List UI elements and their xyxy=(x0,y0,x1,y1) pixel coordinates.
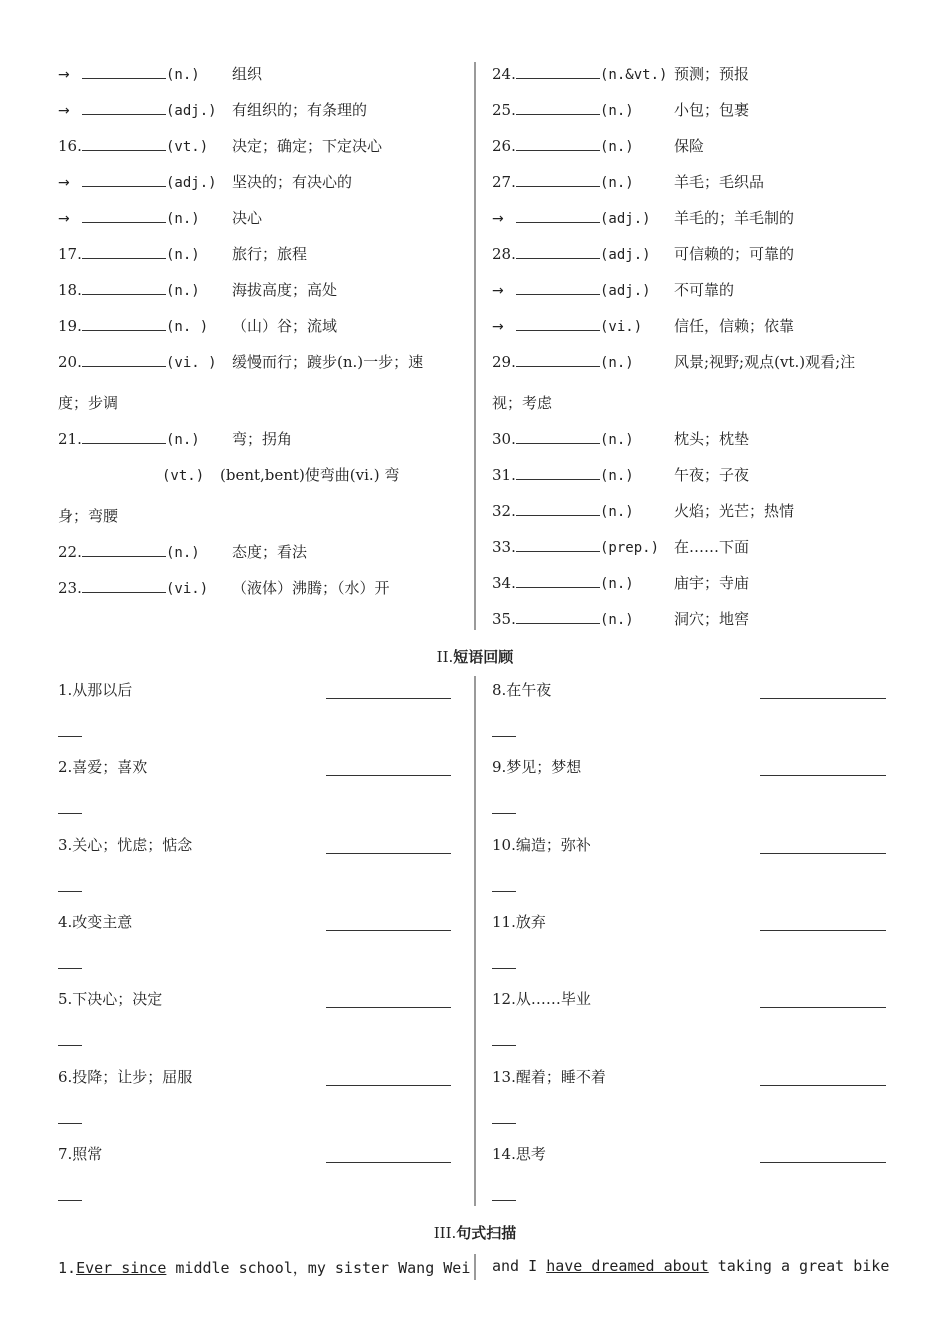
vocab-part-of-speech: (n.) xyxy=(600,139,634,155)
vocab-answer-blank[interactable] xyxy=(82,63,166,79)
vocab-meaning: 小包；包裹 xyxy=(674,101,750,119)
vocab-number: 22. xyxy=(58,543,82,561)
vocab-meaning: 可信赖的；可靠的 xyxy=(674,245,795,263)
vocab-part-of-speech: (n.) xyxy=(166,432,200,448)
vocab-number: 26. xyxy=(492,137,516,155)
vocab-part-of-speech: (vt.) xyxy=(162,468,205,484)
vocab-answer-blank[interactable] xyxy=(516,351,600,367)
phrase-answer-blank[interactable] xyxy=(760,1006,886,1008)
vocab-answer-blank[interactable] xyxy=(516,608,600,624)
phrase-answer-blank-continuation[interactable] xyxy=(492,1199,516,1201)
vocab-row xyxy=(492,572,749,594)
vocab-number: 30. xyxy=(492,430,516,448)
vocab-part-of-speech: (n. ) xyxy=(166,319,209,335)
phrase-prompt: 1.从那以后 xyxy=(58,681,133,699)
vocab-meaning: 羊毛的；羊毛制的 xyxy=(674,209,795,227)
vocab-meaning: 风景;视野;观点(vt.)观看;注 xyxy=(674,353,856,371)
vocab-row xyxy=(492,171,764,193)
vocab-row xyxy=(162,464,399,486)
vocab-meaning: 不可靠的 xyxy=(674,281,735,299)
vocab-row xyxy=(492,608,749,630)
vocab-number: 28. xyxy=(492,245,516,263)
vocab-meaning: 坚决的；有决心的 xyxy=(232,173,353,191)
phrase-prompt: 11.放弃 xyxy=(492,912,546,931)
vocab-number: 27. xyxy=(492,173,516,191)
vocab-meaning: 洞穴；地窖 xyxy=(674,610,750,628)
phrase-answer-blank[interactable] xyxy=(326,1161,451,1163)
vocab-answer-blank[interactable] xyxy=(82,279,166,295)
vocab-row xyxy=(58,541,307,563)
phrase-answer-blank[interactable] xyxy=(760,774,886,776)
vocab-meaning: （山）谷；流域 xyxy=(232,317,338,335)
vocab-part-of-speech: (vi.) xyxy=(600,319,643,335)
vocab-row xyxy=(492,392,552,414)
vocab-meaning: 身；弯腰 xyxy=(58,507,119,525)
vocab-answer-blank[interactable] xyxy=(82,577,166,593)
vocab-row xyxy=(492,207,794,229)
vocab-answer-blank[interactable] xyxy=(82,99,166,115)
phrase-answer-blank-continuation[interactable] xyxy=(492,735,516,737)
vocab-part-of-speech: (prep.) xyxy=(600,540,660,556)
phrase-answer-blank-continuation[interactable] xyxy=(492,1122,516,1124)
phrase-prompt: 9.梦见；梦想 xyxy=(492,758,582,777)
phrase-prompt: 14.思考 xyxy=(492,1144,546,1163)
vocab-part-of-speech: (n.) xyxy=(166,283,200,299)
vocab-answer-blank[interactable] xyxy=(516,63,600,79)
column-divider-top xyxy=(474,62,476,630)
vocab-meaning: (bent,bent)使弯曲(vi.) 弯 xyxy=(220,466,400,484)
vocab-part-of-speech: (adj.) xyxy=(166,175,217,191)
vocab-meaning: 预测；预报 xyxy=(674,65,750,83)
arrow-icon: → xyxy=(58,175,70,191)
vocab-row xyxy=(58,392,118,414)
vocab-answer-blank[interactable] xyxy=(82,207,166,223)
arrow-icon: → xyxy=(492,319,504,335)
vocab-meaning: 组织 xyxy=(232,65,263,83)
vocab-row xyxy=(58,279,337,301)
phrase-prompt: 10.编造；弥补 xyxy=(492,835,591,854)
vocab-number: 24. xyxy=(492,65,516,83)
vocab-meaning: 旅行；旅程 xyxy=(232,245,308,263)
vocab-answer-blank[interactable] xyxy=(516,135,600,151)
vocab-part-of-speech: (adj.) xyxy=(166,103,217,119)
vocab-number: 31. xyxy=(492,466,516,484)
vocab-number: 16. xyxy=(58,137,82,155)
vocab-answer-blank[interactable] xyxy=(82,351,166,367)
vocab-row xyxy=(492,315,794,337)
vocab-part-of-speech: (vt.) xyxy=(166,139,209,155)
column-divider-bottom xyxy=(474,1254,476,1280)
vocab-answer-blank[interactable] xyxy=(516,279,600,295)
vocab-row xyxy=(58,577,390,599)
vocab-meaning: 决定；确定；下定决心 xyxy=(232,137,383,155)
vocab-part-of-speech: (n.) xyxy=(600,103,634,119)
vocab-row xyxy=(58,505,118,527)
vocab-meaning: 火焰；光芒；热情 xyxy=(674,502,795,520)
sentence-left-part: 1.Ever since middle school，my sister Wang Wei xyxy=(58,1259,471,1277)
phrase-answer-blank-continuation[interactable] xyxy=(492,1044,516,1046)
phrase-answer-blank-continuation[interactable] xyxy=(58,1122,82,1124)
vocab-row xyxy=(58,63,262,85)
vocab-meaning: 弯；拐角 xyxy=(232,430,293,448)
vocab-part-of-speech: (vi.) xyxy=(166,581,209,597)
phrase-answer-blank[interactable] xyxy=(326,929,451,931)
vocab-part-of-speech: (vi. ) xyxy=(166,355,217,371)
phrase-answer-blank[interactable] xyxy=(760,1084,886,1086)
phrase-answer-blank-continuation[interactable] xyxy=(492,812,516,814)
phrase-answer-blank-continuation[interactable] xyxy=(58,890,82,892)
vocab-part-of-speech: (n.) xyxy=(166,545,200,561)
phrase-answer-blank-continuation[interactable] xyxy=(58,735,82,737)
vocab-number: 23. xyxy=(58,579,82,597)
vocab-number: 33. xyxy=(492,538,516,556)
vocab-answer-blank[interactable] xyxy=(82,315,166,331)
vocab-meaning: 信任，信赖；依靠 xyxy=(674,317,795,335)
vocab-meaning: 枕头；枕垫 xyxy=(674,430,750,448)
vocab-meaning: 视；考虑 xyxy=(492,394,553,412)
vocab-meaning: 态度；看法 xyxy=(232,543,308,561)
vocab-number: 21. xyxy=(58,430,82,448)
vocab-answer-blank[interactable] xyxy=(516,464,600,480)
vocab-part-of-speech: (n.) xyxy=(600,576,634,592)
phrase-prompt: 5.下决心；决定 xyxy=(58,990,163,1009)
vocab-answer-blank[interactable] xyxy=(516,99,600,115)
vocab-answer-blank[interactable] xyxy=(516,243,600,259)
vocab-row xyxy=(58,135,382,157)
vocab-row xyxy=(58,99,367,121)
section-heading-sentences: III.句式扫描 xyxy=(433,1224,517,1242)
vocab-row xyxy=(58,428,292,450)
vocab-number: 18. xyxy=(58,281,82,299)
vocab-row xyxy=(492,243,794,265)
phrase-prompt: 7.照常 xyxy=(58,1144,103,1163)
vocab-number: 34. xyxy=(492,574,516,592)
vocab-meaning: 在……下面 xyxy=(674,538,750,556)
vocab-number: 29. xyxy=(492,353,516,371)
vocab-meaning: 羊毛；毛织品 xyxy=(674,173,765,191)
vocab-part-of-speech: (adj.) xyxy=(600,247,651,263)
vocab-meaning: 决心 xyxy=(232,209,263,227)
phrase-prompt: 13.醒着；睡不着 xyxy=(492,1067,606,1086)
arrow-icon: → xyxy=(58,211,70,227)
vocab-part-of-speech: (n.) xyxy=(600,612,634,628)
sentence-right-part: and I have dreamed about taking a great bike xyxy=(492,1257,890,1275)
phrase-answer-blank[interactable] xyxy=(326,1006,451,1008)
vocab-meaning: 庙宇；寺庙 xyxy=(674,574,750,592)
vocab-answer-blank[interactable] xyxy=(516,428,600,444)
vocab-row xyxy=(492,279,734,301)
phrase-answer-blank-continuation[interactable] xyxy=(58,1044,82,1046)
vocab-number: 17. xyxy=(58,245,82,263)
phrase-answer-blank[interactable] xyxy=(326,1084,451,1086)
vocab-row xyxy=(492,63,749,85)
vocab-part-of-speech: (n.) xyxy=(166,211,200,227)
phrase-answer-blank[interactable] xyxy=(760,697,886,699)
vocab-answer-blank[interactable] xyxy=(516,171,600,187)
vocab-number: 35. xyxy=(492,610,516,628)
vocab-answer-blank[interactable] xyxy=(82,428,166,444)
phrase-answer-blank-continuation[interactable] xyxy=(492,890,516,892)
vocab-meaning: 海拔高度；高处 xyxy=(232,281,338,299)
vocab-answer-blank[interactable] xyxy=(516,536,600,552)
vocab-part-of-speech: (adj.) xyxy=(600,283,651,299)
arrow-icon: → xyxy=(492,283,504,299)
vocab-row xyxy=(492,99,749,121)
phrase-prompt: 4.改变主意 xyxy=(58,912,133,931)
vocab-part-of-speech: (n.) xyxy=(600,355,634,371)
vocab-number: 32. xyxy=(492,502,516,520)
vocab-number: 25. xyxy=(492,101,516,119)
vocab-part-of-speech: (n.) xyxy=(600,504,634,520)
vocab-part-of-speech: (n.) xyxy=(166,67,200,83)
vocab-meaning: 度；步调 xyxy=(58,394,119,412)
phrase-answer-blank[interactable] xyxy=(326,774,451,776)
vocab-meaning: 保险 xyxy=(674,137,705,155)
phrase-answer-blank[interactable] xyxy=(760,852,886,854)
vocab-row xyxy=(58,171,352,193)
vocab-part-of-speech: (n.) xyxy=(600,175,634,191)
column-divider-middle xyxy=(474,676,476,1206)
vocab-part-of-speech: (n.) xyxy=(600,432,634,448)
vocab-answer-blank[interactable] xyxy=(82,243,166,259)
arrow-icon: → xyxy=(58,103,70,119)
vocab-number: 19. xyxy=(58,317,82,335)
vocab-meaning: 有组织的；有条理的 xyxy=(232,101,368,119)
vocab-row xyxy=(492,500,794,522)
vocab-part-of-speech: (n.&vt.) xyxy=(600,67,668,83)
arrow-icon: → xyxy=(492,211,504,227)
vocab-answer-blank[interactable] xyxy=(516,500,600,516)
vocab-answer-blank[interactable] xyxy=(516,572,600,588)
vocab-row xyxy=(58,315,337,337)
phrase-answer-blank-continuation[interactable] xyxy=(492,967,516,969)
arrow-icon: → xyxy=(58,67,70,83)
vocab-row xyxy=(58,207,262,229)
vocab-answer-blank[interactable] xyxy=(82,541,166,557)
vocab-part-of-speech: (n.) xyxy=(166,247,200,263)
vocab-row xyxy=(58,243,307,265)
phrase-prompt: 3.关心；忧虑；惦念 xyxy=(58,835,193,854)
phrase-prompt: 8.在午夜 xyxy=(492,681,552,699)
vocab-answer-blank[interactable] xyxy=(82,171,166,187)
vocab-row xyxy=(58,351,423,373)
phrase-answer-blank[interactable] xyxy=(760,1161,886,1163)
vocab-meaning: 午夜；子夜 xyxy=(674,466,750,484)
vocab-row xyxy=(492,536,749,558)
section-heading-phrases: II.短语回顾 xyxy=(436,648,514,666)
vocab-row xyxy=(492,351,855,373)
vocab-row xyxy=(492,428,749,450)
vocab-answer-blank[interactable] xyxy=(516,207,600,223)
vocab-answer-blank[interactable] xyxy=(82,135,166,151)
phrase-answer-blank-continuation[interactable] xyxy=(58,967,82,969)
vocab-number: 20. xyxy=(58,353,82,371)
phrase-answer-blank-continuation[interactable] xyxy=(58,1199,82,1201)
vocab-row xyxy=(492,135,704,157)
phrase-answer-blank[interactable] xyxy=(760,929,886,931)
vocab-part-of-speech: (n.) xyxy=(600,468,634,484)
phrase-prompt: 6.投降；让步；屈服 xyxy=(58,1067,193,1086)
phrase-prompt: 2.喜爱；喜欢 xyxy=(58,758,148,777)
vocab-meaning: （液体）沸腾；（水）开 xyxy=(232,579,390,597)
phrase-prompt: 12.从……毕业 xyxy=(492,990,591,1009)
phrase-answer-blank[interactable] xyxy=(326,697,451,699)
vocab-meaning: 缓慢而行；踱步(n.)一步；速 xyxy=(232,353,424,371)
vocab-part-of-speech: (adj.) xyxy=(600,211,651,227)
phrase-answer-blank-continuation[interactable] xyxy=(58,812,82,814)
phrase-answer-blank[interactable] xyxy=(326,852,451,854)
vocab-row xyxy=(492,464,749,486)
vocab-answer-blank[interactable] xyxy=(516,315,600,331)
